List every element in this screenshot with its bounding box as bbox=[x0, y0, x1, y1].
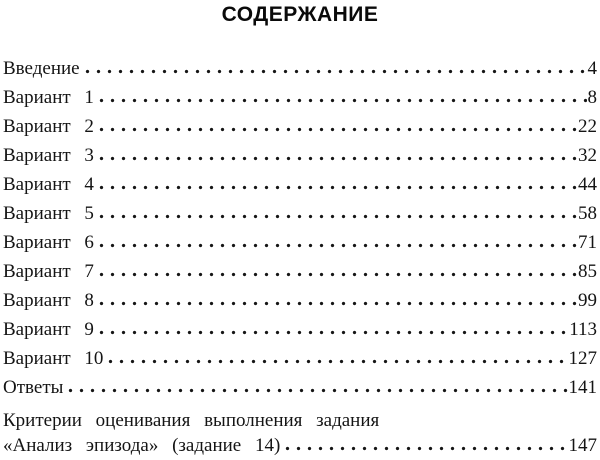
toc-entry bbox=[3, 406, 597, 460]
toc-entry bbox=[3, 232, 597, 261]
toc-entry-page: 22 bbox=[578, 116, 597, 137]
toc-entry-label: Вариант 3 bbox=[3, 145, 94, 166]
dot-leader bbox=[108, 359, 567, 364]
table-of-contents bbox=[3, 58, 597, 460]
toc-entry-label: Вариант 7 bbox=[3, 261, 94, 282]
toc-entry-page: 147 bbox=[568, 435, 597, 456]
toc-entry-page: 58 bbox=[578, 203, 597, 224]
toc-entry bbox=[3, 348, 597, 377]
toc-entry-page: 141 bbox=[568, 377, 597, 398]
toc-entry-label: Введение bbox=[3, 58, 80, 79]
toc-entry-label-line1: Критерии оценивания выполнения задания bbox=[3, 410, 380, 431]
toc-entry-page: 99 bbox=[578, 290, 597, 311]
toc-entry-label: Вариант 4 bbox=[3, 174, 94, 195]
dot-leader bbox=[99, 98, 587, 103]
toc-entry-page: 127 bbox=[568, 348, 597, 369]
dot-leader bbox=[99, 185, 577, 190]
toc-entry bbox=[3, 261, 597, 290]
toc-entry bbox=[3, 203, 597, 232]
toc-entry bbox=[3, 290, 597, 319]
toc-entry-label: Вариант 9 bbox=[3, 319, 94, 340]
toc-entry-page: 32 bbox=[578, 145, 597, 166]
page-title: СОДЕРЖАНИЕ bbox=[221, 3, 379, 26]
toc-entry bbox=[3, 319, 597, 348]
toc-entry bbox=[3, 116, 597, 145]
toc-entry bbox=[3, 174, 597, 203]
toc-entry-label-line2: «Анализ эпизода» (задание 14) bbox=[3, 435, 281, 456]
toc-entry-page: 85 bbox=[578, 261, 597, 282]
toc-entry-label: Ответы bbox=[3, 377, 64, 398]
dot-leader bbox=[99, 127, 577, 132]
dot-leader bbox=[285, 446, 567, 451]
toc-entry-label: Вариант 6 bbox=[3, 232, 94, 253]
toc-entry bbox=[3, 87, 597, 116]
toc-entry bbox=[3, 145, 597, 174]
toc-entry-page: 8 bbox=[587, 87, 597, 108]
dot-leader bbox=[68, 388, 567, 393]
dot-leader bbox=[99, 301, 577, 306]
toc-entry-page: 4 bbox=[587, 58, 597, 79]
dot-leader bbox=[99, 330, 568, 335]
toc-entry-label: Вариант 2 bbox=[3, 116, 94, 137]
toc-entry-label: Вариант 10 bbox=[3, 348, 104, 369]
dot-leader bbox=[99, 243, 577, 248]
toc-entry-label: Вариант 5 bbox=[3, 203, 94, 224]
toc-entry-label: Вариант 8 bbox=[3, 290, 94, 311]
dot-leader bbox=[99, 272, 577, 277]
toc-entry-page: 71 bbox=[578, 232, 597, 253]
toc-entry bbox=[3, 58, 597, 87]
toc-entry-page: 113 bbox=[569, 319, 597, 340]
toc-entry-page: 44 bbox=[578, 174, 597, 195]
dot-leader bbox=[99, 214, 577, 219]
dot-leader bbox=[85, 69, 587, 74]
toc-entry-label: Вариант 1 bbox=[3, 87, 94, 108]
toc-entry bbox=[3, 377, 597, 406]
dot-leader bbox=[99, 156, 577, 161]
